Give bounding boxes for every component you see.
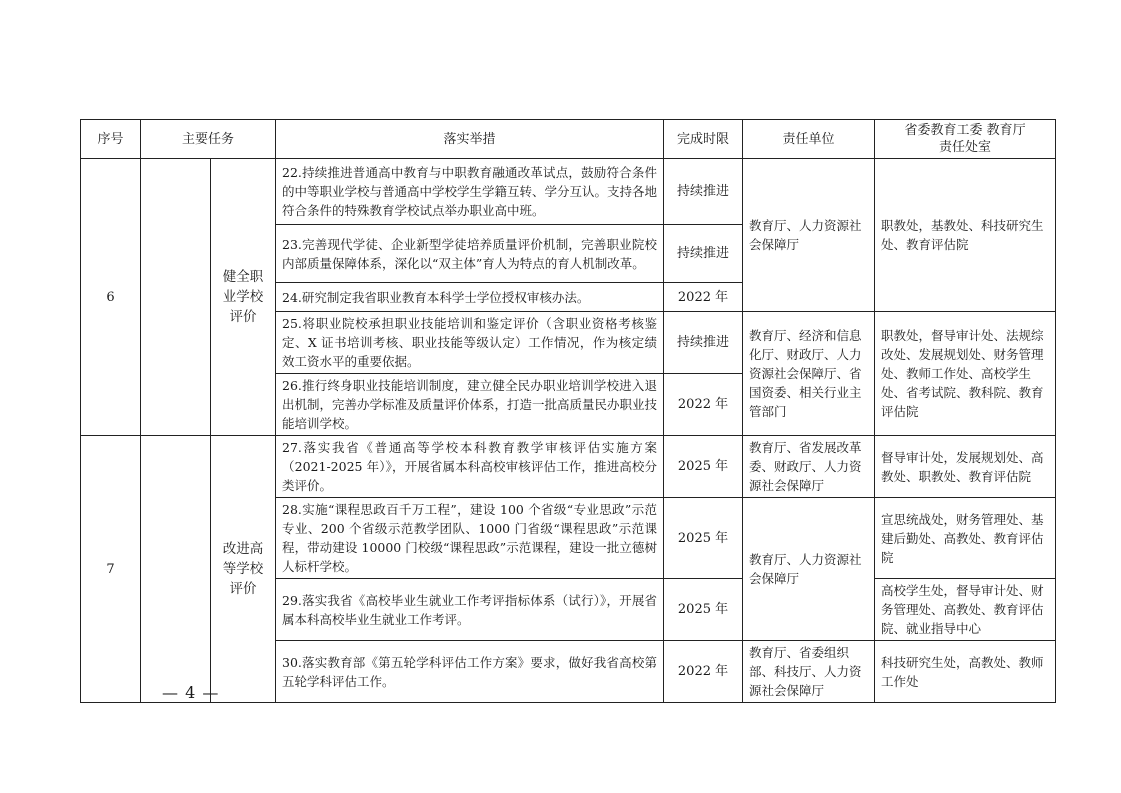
header-office-line2: 责任处室 xyxy=(939,140,992,155)
responsible-6b: 教育厅、经济和信息化厅、财政厅、人力资源社会保障厅、省国资委、相关行业主管部门 xyxy=(743,312,875,436)
deadline-23: 持续推进 xyxy=(664,225,743,283)
header-seq: 序号 xyxy=(81,120,141,159)
header-office xyxy=(875,120,1056,159)
measure-30: 30.落实教育部《第五轮学科评估工作方案》要求，做好我省高校第五轮学科评估工作。 xyxy=(276,641,664,703)
header-office-line1: 省委教育工委 教育厅 xyxy=(904,123,1026,138)
header-row xyxy=(81,120,1056,159)
measure-22: 22.持续推进普通高中教育与中职教育融通改革试点，鼓励符合条件的中等职业学校与普通高中学校学生学籍互转、学分互认。支持各地符合条件的特殊教育学校试点举办职业高中班。 xyxy=(276,159,664,225)
deadline-27: 2025 年 xyxy=(664,436,743,498)
header-deadline: 完成时限 xyxy=(664,120,743,159)
page-number: — 4 — xyxy=(162,683,220,702)
office-6b: 职教处，督导审计处、法规综改处、发展规划处、财务管理处、教师工作处、高校学生处、省考试院、教科院、教育评估院 xyxy=(875,312,1056,436)
office-6a: 职教处，基教处、科技研究生处、教育评估院 xyxy=(875,159,1056,312)
measure-23: 23.完善现代学徒、企业新型学徒培养质量评价机制，完善职业院校内部质量保障体系，深化以“双主体”育人为特点的育人机制改革。 xyxy=(276,225,664,283)
responsible-6a: 教育厅、人力资源社会保障厅 xyxy=(743,159,875,312)
measure-24: 24.研究制定我省职业教育本科学士学位授权审核办法。 xyxy=(276,283,664,312)
header-responsible: 责任单位 xyxy=(743,120,875,159)
seq-6: 6 xyxy=(81,159,141,436)
office-27: 督导审计处，发展规划处、高教处、职教处、教育评估院 xyxy=(875,436,1056,498)
office-30: 科技研究生处，高教处、教师工作处 xyxy=(875,641,1056,703)
responsible-30: 教育厅、省委组织部、科技厅、人力资源社会保障厅 xyxy=(743,641,875,703)
measure-27: 27.落实我省《普通高等学校本科教育教学审核评估实施方案（2021-2025 年）》，开展省属本科高校审核评估工作，推进高校分类评价。 xyxy=(276,436,664,498)
deadline-30: 2022 年 xyxy=(664,641,743,703)
measure-26: 26.推行终身职业技能培训制度，建立健全民办职业培训学校进入退出机制，完善办学标准及质量评价体系，打造一批高质量民办职业技能培训学校。 xyxy=(276,374,664,436)
table-row xyxy=(81,159,1056,225)
measure-25: 25.将职业院校承担职业技能培训和鉴定评价（含职业资格考核鉴定、X 证书培训考核、职业技能等级认定）工作情况，作为核定绩效工资水平的重要依据。 xyxy=(276,312,664,374)
seq-7: 7 xyxy=(81,436,141,703)
table-row xyxy=(81,436,1056,498)
responsible-27: 教育厅、省发展改革委、财政厅、人力资源社会保障厅 xyxy=(743,436,875,498)
deadline-24: 2022 年 xyxy=(664,283,743,312)
task-7: 改进高等学校评价 xyxy=(211,436,276,703)
header-measure: 落实举措 xyxy=(276,120,664,159)
task-6: 健全职业学校评价 xyxy=(211,159,276,436)
measure-28: 28.实施“课程思政百千万工程”，建设 100 个省级“专业思政”示范专业、200 个省级示范教学团队、1000 门省级“课程思政”示范课程，带动建设 10000 门校级“课程思政”示范课程，建设一批立德树人标杆学校。 xyxy=(276,498,664,579)
office-28: 宣思统战处，财务管理处、基建后勤处、高教处、教育评估院 xyxy=(875,498,1056,579)
header-task: 主要任务 xyxy=(141,120,276,159)
measure-29: 29.落实我省《高校毕业生就业工作考评指标体系（试行）》，开展省属本科高校毕业生就业工作考评。 xyxy=(276,579,664,641)
task-blank-cell xyxy=(141,436,211,703)
deadline-28: 2025 年 xyxy=(664,498,743,579)
task-table xyxy=(80,119,1056,703)
task-blank-cell xyxy=(141,159,211,436)
office-29: 高校学生处，督导审计处、财务管理处、高教处、教育评估院、就业指导中心 xyxy=(875,579,1056,641)
deadline-29: 2025 年 xyxy=(664,579,743,641)
deadline-25: 持续推进 xyxy=(664,312,743,374)
deadline-22: 持续推进 xyxy=(664,159,743,225)
responsible-28-29: 教育厅、人力资源社会保障厅 xyxy=(743,498,875,641)
deadline-26: 2022 年 xyxy=(664,374,743,436)
